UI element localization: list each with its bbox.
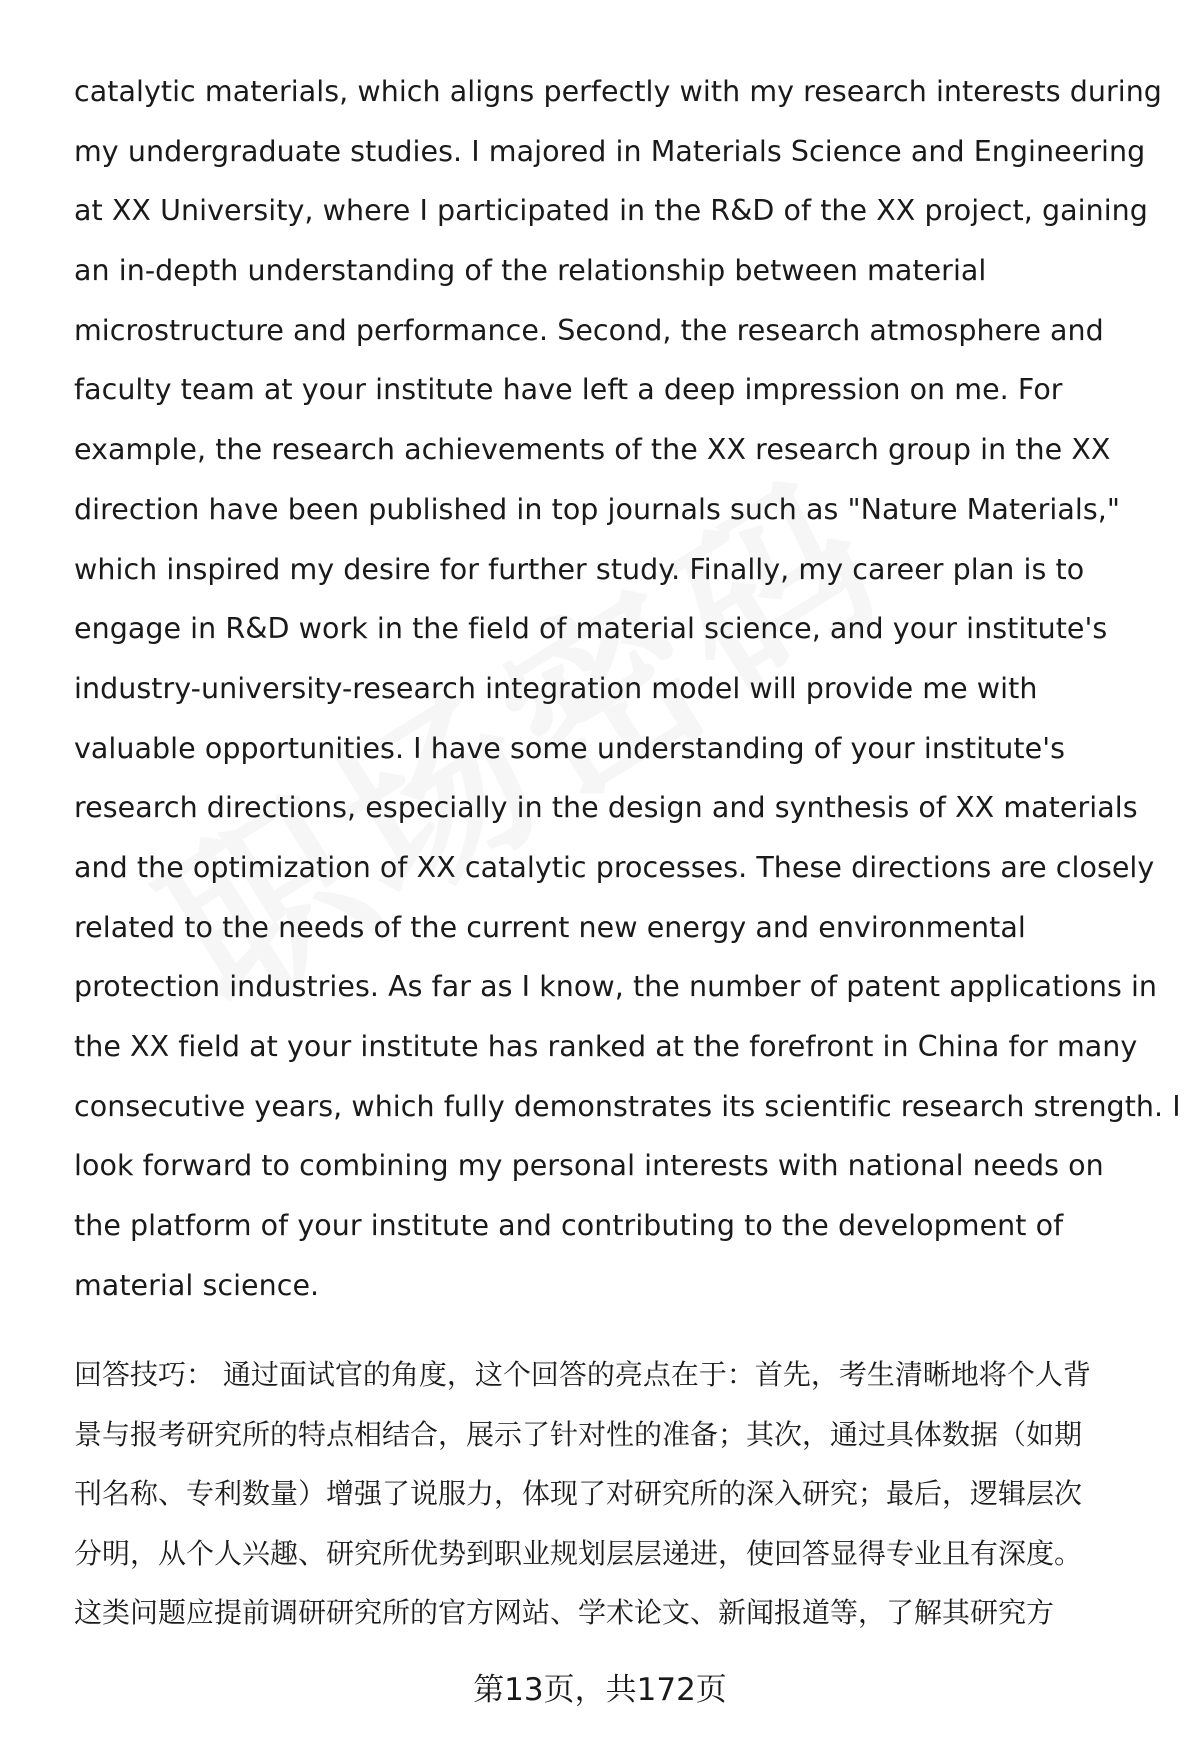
answer-line: an in-depth understanding of the relationship between material [74, 254, 987, 288]
answer-tips [74, 1345, 1164, 1643]
answer-line: microstructure and performance. Second, the research atmosphere and [74, 313, 1104, 347]
answer-line: industry-university-research integration model will provide me with [74, 671, 1038, 705]
tips-line: 这类问题应提前调研研究所的官方网站、学术论文、新闻报道等，了解其研究方 [74, 1596, 1055, 1629]
answer-line: research directions, especially in the design and synthesis of XX materials [74, 791, 1138, 825]
answer-line: valuable opportunities. I have some understanding of your institute's [74, 731, 1065, 765]
answer-body [74, 62, 1181, 1315]
answer-line: at XX University, where I participated in the R&D of the XX project, gaining [74, 194, 1148, 228]
answer-line: catalytic materials, which aligns perfectly with my research interests during [74, 75, 1162, 108]
answer-line: the platform of your institute and contributing to the development of [74, 1209, 1064, 1243]
answer-line: engage in R&D work in the field of material science, and your institute's [74, 612, 1108, 646]
answer-line: the XX field at your institute has ranked at the forefront in China for many [74, 1030, 1138, 1063]
tips-line: 回答技巧： 通过面试官的角度，这个回答的亮点在于：首先，考生清晰地将个人背 [74, 1358, 1091, 1391]
answer-line: example, the research achievements of the XX research group in the XX [74, 433, 1111, 467]
answer-line: protection industries. As far as I know, the number of patent applications in [74, 970, 1158, 1004]
answer-line: look forward to combining my personal interests with national needs on [74, 1149, 1104, 1183]
answer-line: direction have been published in top journals such as "Nature Materials," [74, 492, 1121, 526]
answer-line: material science. [74, 1268, 320, 1302]
answer-line: related to the needs of the current new energy and environmental [74, 910, 1026, 944]
tips-line: 景与报考研究所的特点相结合，展示了针对性的准备；其次，通过具体数据（如期 [74, 1417, 1083, 1451]
page-number: 第13页，共172页 [473, 1672, 727, 1708]
tips-line: 分明，从个人兴趣、研究所优势到职业规划层层递进，使回答显得专业且有深度。 [74, 1536, 1083, 1570]
answer-line: faculty team at your institute have left a deep impression on me. For [74, 373, 1063, 407]
answer-line: my undergraduate studies. I majored in Materials Science and Engineering [74, 134, 1146, 168]
answer-line: and the optimization of XX catalytic processes. These directions are closely [74, 850, 1155, 884]
answer-line: consecutive years, which fully demonstrates its scientific research strength. I [74, 1089, 1181, 1123]
answer-line: which inspired my desire for further study. Finally, my career plan is to [74, 552, 1085, 586]
tips-line: 刊名称、专利数量）增强了说服力，体现了对研究所的深入研究；最后，逻辑层次 [74, 1477, 1083, 1510]
